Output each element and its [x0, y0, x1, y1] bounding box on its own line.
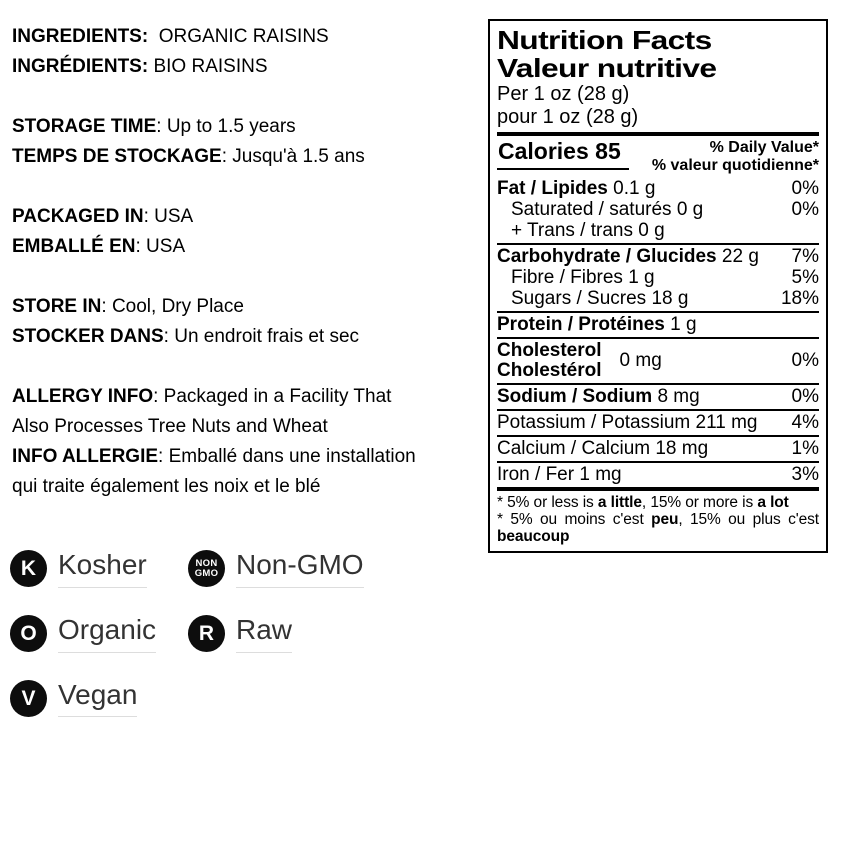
info-value: : Un endroit frais et sec [163, 326, 360, 347]
info-line [12, 472, 482, 502]
nutrition-facts-panel [488, 19, 828, 553]
info-line [12, 142, 482, 172]
info-label: PACKAGED IN [12, 206, 144, 227]
nutrient-row-cholesterol: Cholesterol Cholestérol 0 mg 0% [497, 340, 819, 385]
info-line [12, 22, 482, 52]
info-label: INGREDIENTS: [12, 26, 149, 47]
info-value: : Emballé dans une installation [158, 446, 416, 467]
badge-label-organic: Organic [58, 615, 156, 653]
allergy-info-block [12, 382, 482, 502]
badge-non-gmo [188, 550, 364, 588]
info-value: ORGANIC RAISINS [148, 26, 329, 47]
badge-label-vegan: Vegan [58, 680, 137, 718]
info-label: INGRÉDIENTS: [12, 56, 149, 77]
nutrient-row-protein: Protein / Protéines 1 g [497, 314, 819, 339]
info-label: INFO ALLERGIE [12, 446, 159, 467]
nutrient-row-sodium: Sodium / Sodium 8 mg 0% [497, 386, 819, 411]
raw-icon: R [188, 615, 225, 652]
info-label: ALLERGY INFO [12, 386, 154, 407]
organic-icon: O [10, 615, 47, 652]
info-line [12, 112, 482, 142]
info-label: STORAGE TIME [12, 116, 157, 137]
nutrient-row-sugars: Sugars / Sucres 18 g 18% [497, 288, 819, 313]
info-label: STOCKER DANS [12, 326, 164, 347]
info-value: : Jusqu'à 1.5 ans [221, 146, 365, 167]
info-label: TEMPS DE STOCKAGE [12, 146, 222, 167]
calories-value: Calories 85 [497, 139, 629, 170]
info-line [12, 232, 482, 262]
info-value: : USA [135, 236, 186, 257]
nutrient-row-saturated: Saturated / saturés 0 g 0% [511, 199, 819, 220]
badge-raw [188, 615, 364, 653]
non-gmo-icon: NON GMO [188, 550, 225, 587]
valeur-nutritive-title: Valeur nutritive [497, 53, 717, 83]
info-value: : Packaged in a Facility That [153, 386, 392, 407]
nutrient-row-iron: Iron / Fer 1 mg 3% [497, 464, 819, 485]
info-value: qui traite également les noix et le blé [12, 476, 321, 497]
daily-value-footnote: * 5% or less is a little, 15% or more is a lot * 5% ou moins c'est peu, 15% ou plus c'est beaucoup [497, 494, 819, 545]
vegan-icon: V [10, 680, 47, 717]
info-value: : Cool, Dry Place [101, 296, 244, 317]
info-value: : Up to 1.5 years [156, 116, 296, 137]
nutrient-row-calcium: Calcium / Calcium 18 mg 1% [497, 438, 819, 463]
info-line [12, 322, 482, 352]
info-label: EMBALLÉ EN [12, 236, 136, 257]
packaged-in-block [12, 202, 482, 262]
info-value: BIO RAISINS [148, 56, 268, 77]
store-in-block [12, 292, 482, 352]
nutrient-row-carbohydrate: Carbohydrate / Glucides 22 g 7% [497, 246, 819, 267]
ingredients-block [12, 22, 482, 82]
info-line [12, 52, 482, 82]
info-line [12, 412, 482, 442]
serving-size-en: Per 1 oz (28 g) [497, 83, 630, 105]
thick-divider [497, 132, 819, 136]
info-line [12, 382, 482, 412]
badge-label-non-gmo: Non-GMO [236, 550, 364, 588]
badge-label-kosher: Kosher [58, 550, 147, 588]
storage-time-block [12, 112, 482, 172]
info-label: STORE IN [12, 296, 102, 317]
nutrient-row-potassium: Potassium / Potassium 211 mg 4% [497, 412, 819, 437]
info-line [12, 442, 482, 472]
badge-kosher [10, 550, 188, 588]
serving-size-fr: pour 1 oz (28 g) [497, 106, 639, 128]
nutrient-row-trans: + Trans / trans 0 g [497, 220, 819, 245]
badge-label-raw: Raw [236, 615, 292, 653]
badge-organic [10, 615, 188, 653]
nutrition-facts-title: Nutrition Facts [497, 25, 712, 55]
info-line [12, 202, 482, 232]
calories-row [497, 139, 819, 175]
nutrient-row-fibre: Fibre / Fibres 1 g 5% [511, 267, 819, 288]
footnote-divider [497, 487, 819, 491]
badge-vegan [10, 680, 188, 718]
nutrient-row-fat: Fat / Lipides 0.1 g 0% [497, 178, 819, 199]
kosher-icon: K [10, 550, 47, 587]
info-line [12, 292, 482, 322]
certification-badges [10, 550, 364, 717]
product-info [12, 22, 482, 532]
daily-value-header: % Daily Value* % valeur quotidienne* [651, 139, 819, 174]
info-value: Also Processes Tree Nuts and Wheat [12, 416, 328, 437]
info-value: : USA [143, 206, 194, 227]
